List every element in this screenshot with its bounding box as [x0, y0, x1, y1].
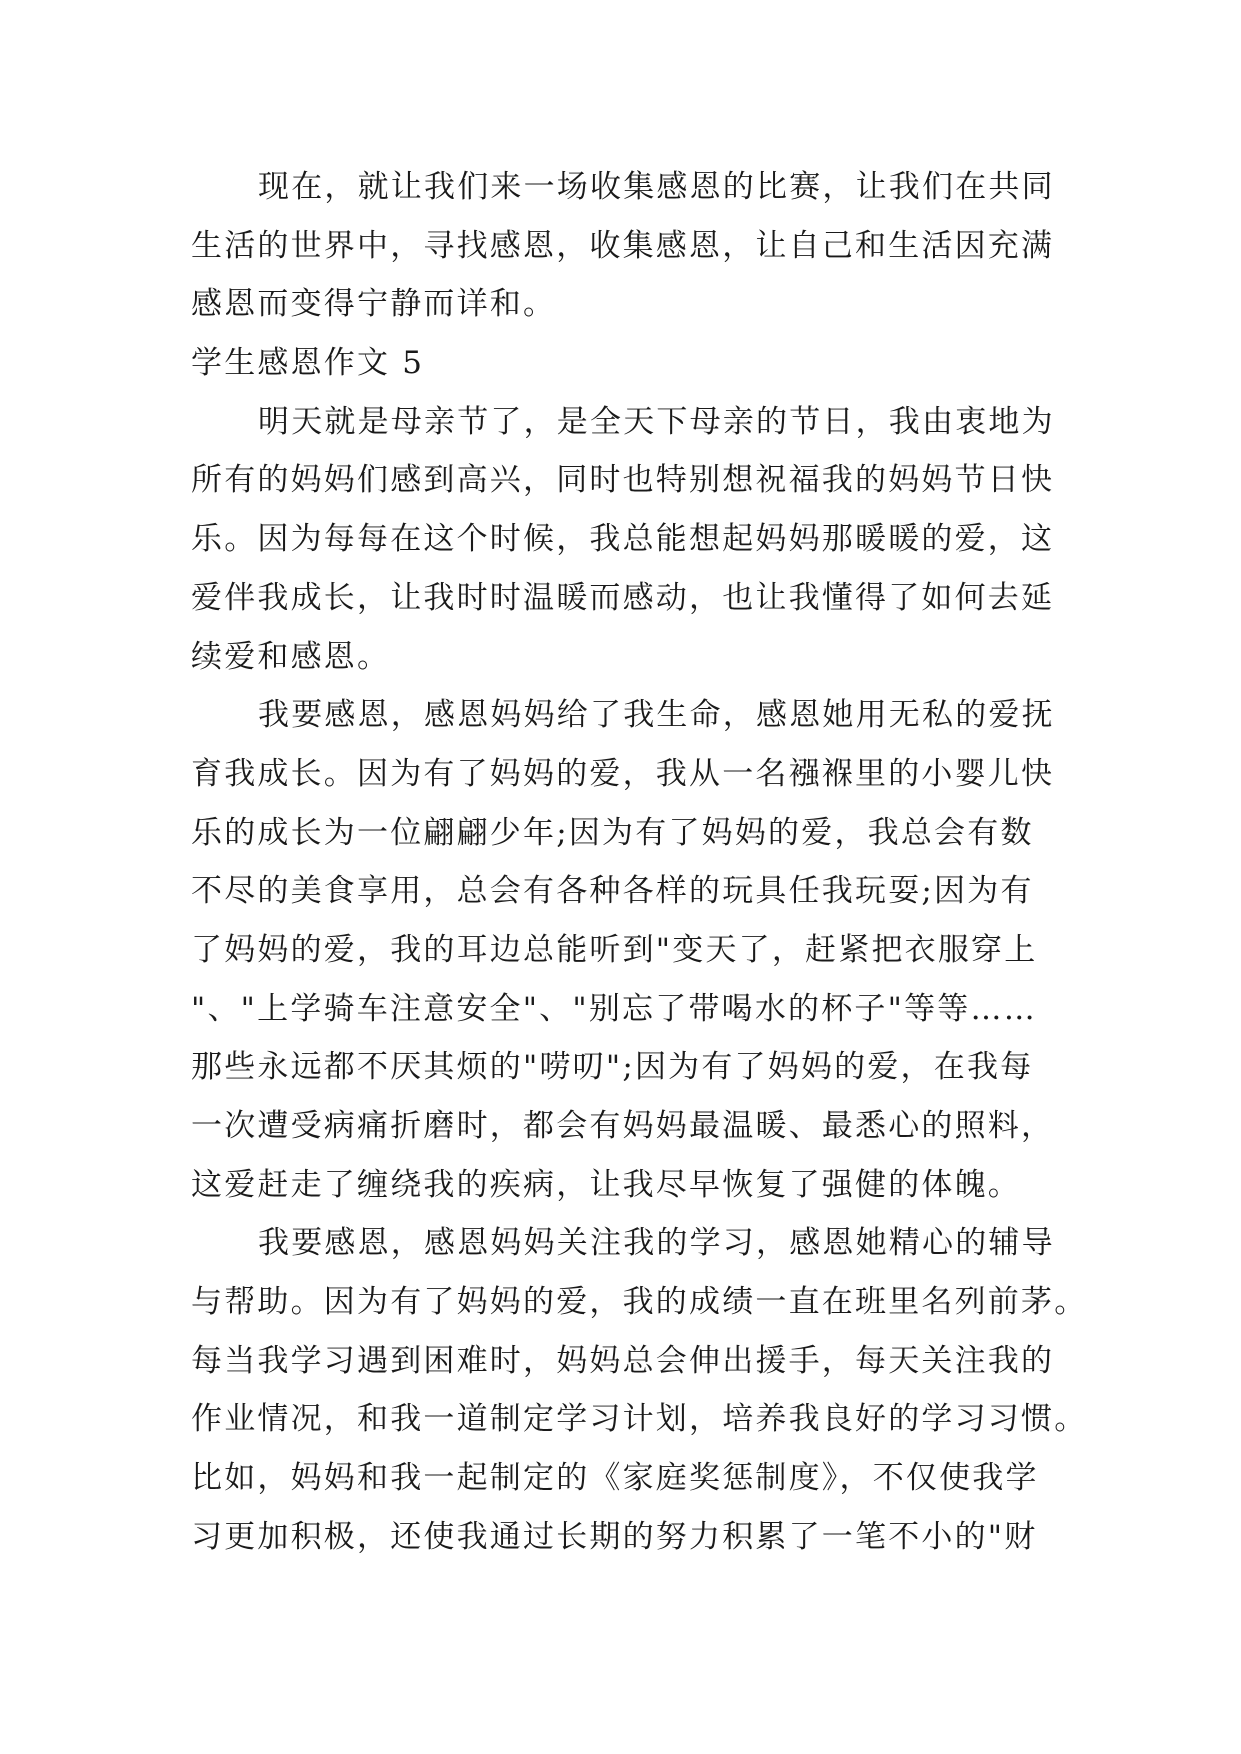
paragraph-3: [191, 686, 1071, 1214]
paragraph-line: "、"上学骑车注意安全"、"别忘了带喝水的杯子"等等……: [191, 990, 1037, 1027]
paragraph-line: 我要感恩，感恩妈妈关注我的学习，感恩她精心的辅导: [258, 1225, 1055, 1262]
paragraph-line: 不尽的美食享用，总会有各种各样的玩具任我玩耍;因为有: [191, 873, 1034, 910]
paragraph-line: 那些永远都不厌其烦的"唠叨";因为有了妈妈的爱，在我每: [191, 1049, 1034, 1086]
paragraph-line: 育我成长。因为有了妈妈的爱，我从一名襁褓里的小婴儿快: [191, 755, 1055, 792]
paragraph-line: 这爱赶走了缠绕我的疾病，让我尽早恢复了强健的体魄。: [191, 1166, 1021, 1203]
paragraph-line: 现在，就让我们来一场收集感恩的比赛，让我们在共同: [258, 169, 1055, 205]
section-heading: 学生感恩作文 5: [191, 345, 425, 382]
paragraph-line: 我要感恩，感恩妈妈给了我生命，感恩她用无私的爱抚: [258, 697, 1055, 734]
paragraph-line: 爱伴我成长，让我时时温暖而感动，也让我懂得了如何去延: [191, 579, 1055, 616]
paragraph-1: [191, 158, 1071, 334]
paragraph-line: 乐的成长为一位翩翩少年;因为有了妈妈的爱，我总会有数: [191, 814, 1034, 851]
paragraph-line: 明天就是母亲节了，是全天下母亲的节日，我由衷地为: [258, 403, 1055, 440]
paragraph-4: [191, 1214, 1088, 1566]
paragraph-line: 与帮助。因为有了妈妈的爱，我的成绩一直在班里名列前茅。: [191, 1284, 1088, 1321]
paragraph-line: 作业情况，和我一道制定学习计划，培养我良好的学习习惯。: [191, 1401, 1088, 1438]
paragraph-line: 习更加积极，还使我通过长期的努力积累了一笔不小的"财: [191, 1518, 1038, 1555]
paragraph-line: 了妈妈的爱，我的耳边总能听到"变天了，赶紧把衣服穿上: [191, 931, 1038, 968]
paragraph-line: 续爱和感恩。: [191, 638, 391, 675]
paragraph-line: 一次遭受病痛折磨时，都会有妈妈最温暖、最悉心的照料，: [191, 1108, 1055, 1144]
paragraph-line: 生活的世界中，寻找感恩，收集感恩，让自己和生活因充满: [191, 227, 1055, 264]
paragraph-line: 乐。因为每每在这个时候，我总能想起妈妈那暖暖的爱，这: [191, 521, 1055, 558]
paragraph-line: 比如，妈妈和我一起制定的《家庭奖惩制度》，不仅使我学: [191, 1460, 1039, 1497]
paragraph-line: 每当我学习遇到困难时，妈妈总会伸出援手，每天关注我的: [191, 1342, 1055, 1379]
document-body: [191, 158, 1088, 1567]
paragraph-line: 感恩而变得宁静而详和。: [191, 286, 557, 323]
paragraph-line: 所有的妈妈们感到高兴，同时也特别想祝福我的妈妈节日快: [191, 462, 1055, 499]
paragraph-2: [191, 393, 1071, 686]
